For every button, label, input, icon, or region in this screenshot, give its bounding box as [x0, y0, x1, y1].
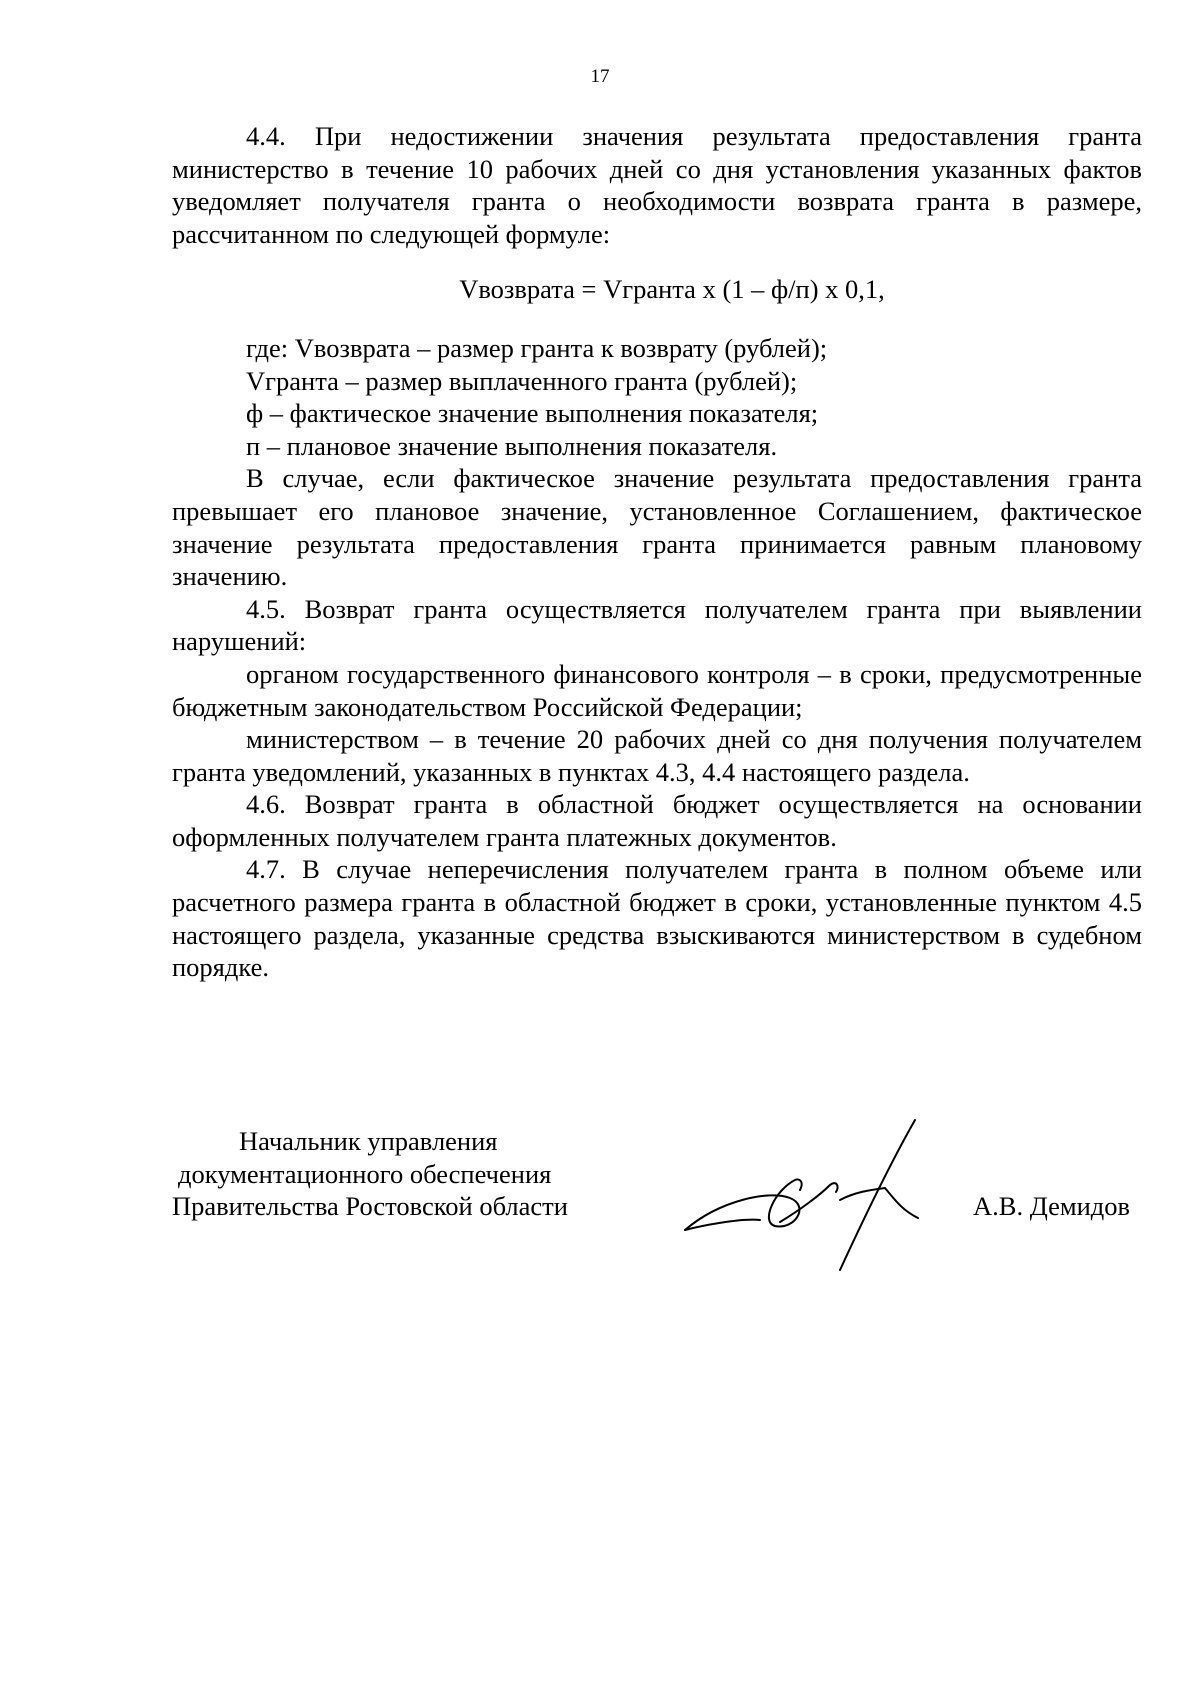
signatory-name: А.В. Демидов — [973, 1191, 1131, 1221]
paragraph-4-5-ministry: министерством – в течение 20 рабочих дней со дня получения получателем гранта уведомлений, указанных в пунктах 4.3, 4.4 настоящего раздела. — [172, 724, 1142, 787]
formula-definitions — [172, 332, 1142, 462]
paragraph-excess-value: В случае, если фактическое значение результата предоставления гранта превышает его плановое значение, установленное Соглашением, фактическое значение результата предоставления гранта принимается равным плановому значению. — [172, 463, 1142, 592]
paragraph-4-5: 4.5. Возврат гранта осуществляется получателем гранта при выявлении нарушений: — [172, 593, 1142, 657]
signatory-title-line-3: Правительства Ростовской области — [172, 1191, 568, 1222]
definition-v-grant: Vгранта – размер выплаченного гранта (рублей); — [246, 365, 798, 396]
signature-stroke-5 — [840, 1188, 918, 1218]
paragraph-4-6: 4.6. Возврат гранта в областной бюджет осуществляется на основании оформленных получателем гранта платежных документов. — [172, 789, 1142, 852]
definition-p-planned: п – плановое значение выполнения показателя. — [246, 430, 778, 461]
page-number: 17 — [590, 66, 610, 87]
paragraph-4-7: 4.7. В случае неперечисления получателем гранта в полном объеме или расчетного размера гранта в областной бюджет в сроки, установленные пунктом 4.5 настоящего раздела, указанные средства взыскиваются министерством в судебном порядке. — [172, 854, 1142, 983]
signatory-title — [172, 1125, 568, 1223]
document-body — [172, 120, 1142, 984]
refund-formula: Vвозврата = Vгранта x (1 – ф/п) x 0,1, — [459, 274, 885, 305]
paragraph-4-5-control-body: органом государственного финансового контроля – в сроки, предусмотренные бюджетным законодательством Российской Федерации; — [172, 658, 1142, 722]
definition-v-refund: где: Vвозврата – размер гранта к возврату (рублей); — [246, 332, 828, 363]
definition-f-actual: ф – фактическое значение выполнения показателя; — [246, 398, 819, 429]
signature-stroke-3 — [780, 1183, 838, 1222]
signature-stroke-1 — [685, 1179, 802, 1230]
paragraph-4-4: 4.4. При недостижении значения результата предоставления гранта министерство в течение 10 рабочих дней со дня установления указанных фактов уведомляет получателя гранта о необходимости возврата гранта в размере, рассчитанном по следующей формуле: — [172, 121, 1142, 249]
handwritten-signature — [680, 1110, 980, 1280]
signatory-title-line-2: документационного обеспечения — [178, 1158, 552, 1189]
signatory-title-line-1: Начальник управления — [239, 1126, 498, 1156]
